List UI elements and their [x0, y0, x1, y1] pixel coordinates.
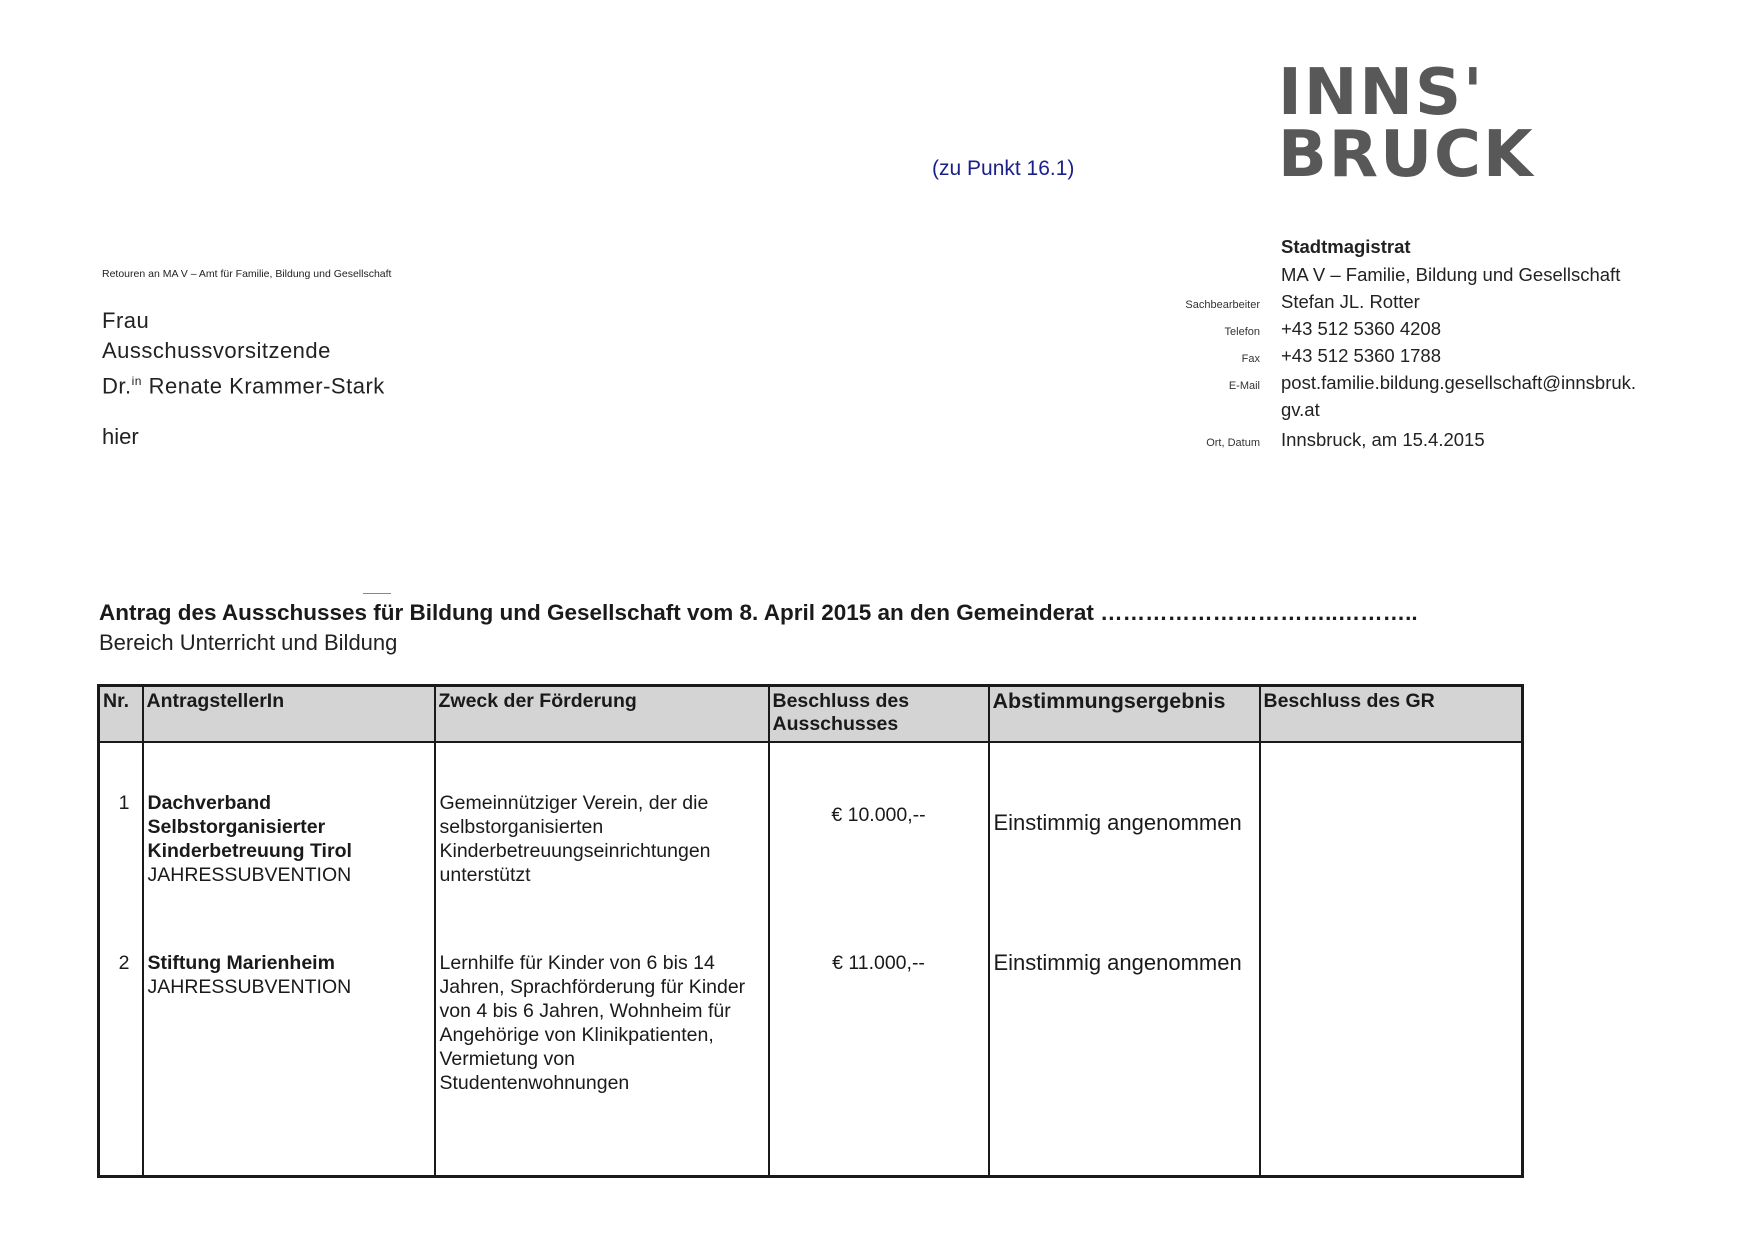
recipient-salutation: Frau	[102, 308, 150, 333]
result-value: Einstimmig angenommen	[993, 810, 1242, 835]
logo-line-1: INNS'	[1278, 56, 1485, 130]
row-result: Einstimmig angenommen	[989, 937, 1260, 1177]
sender-label-fax: Fax	[1241, 353, 1260, 365]
row-purpose: Gemeinnütziger Verein, der die selbstorganisierten Kinderbetreuungseinrichtungen unterstützt	[435, 742, 769, 937]
sender-fax: +43 512 5360 1788	[1281, 345, 1441, 366]
header-gr-decision: Beschluss des GR	[1260, 686, 1523, 743]
row-nr: 1	[99, 742, 143, 937]
sender-label-date: Ort, Datum	[1206, 437, 1260, 449]
sender-label-handler: Sachbearbeiter	[1185, 299, 1260, 311]
header-nr: Nr.	[99, 686, 143, 743]
table-row	[99, 742, 1523, 937]
recipient-role: Ausschussvorsitzende	[102, 338, 331, 363]
sender-department: MA V – Familie, Bildung und Gesellschaft	[1281, 264, 1621, 285]
recipient-title-prefix: Dr.	[102, 373, 132, 399]
row-amount: € 11.000,--	[769, 937, 989, 1177]
sender-label-email: E-Mail	[1228, 380, 1260, 392]
agenda-reference: (zu Punkt 16.1)	[932, 157, 1075, 180]
row-amount	[769, 742, 989, 937]
row-gr-decision	[1260, 742, 1523, 937]
applicant-type: JAHRESSUBVENTION	[147, 976, 352, 998]
applicant-name: Dachverband Selbstorganisierter Kinderbetreuung Tirol	[147, 792, 352, 862]
table-header-row	[99, 686, 1523, 743]
table-row	[99, 937, 1523, 1177]
row-purpose: Lernhilfe für Kinder von 6 bis 14 Jahren, Sprachförderung für Kinder von 4 bis 6 Jahren, Wohnheim für Angehörige von Klinikpatienten, Vermietung von Studentenwohnungen	[435, 937, 769, 1177]
request-table	[97, 684, 1524, 1178]
sender-handler: Stefan JL. Rotter	[1281, 291, 1420, 312]
applicant-name: Stiftung Marienheim	[147, 952, 335, 974]
recipient-name: Renate Krammer-Stark	[148, 373, 385, 399]
header-committee-decision: Beschluss des Ausschusses	[769, 686, 989, 743]
row-applicant	[143, 937, 435, 1177]
header-purpose: Zweck der Förderung	[435, 686, 769, 743]
mark-line	[363, 593, 391, 594]
return-address-line: Retouren an MA V – Amt für Familie, Bildung und Gesellschaft	[102, 268, 392, 280]
sender-phone: +43 512 5360 4208	[1281, 318, 1441, 339]
sender-org: Stadtmagistrat	[1281, 236, 1411, 257]
recipient-address	[102, 306, 385, 401]
document-subtitle: Bereich Unterricht und Bildung	[99, 630, 398, 655]
header-vote-result: Abstimmungsergebnis	[989, 686, 1260, 743]
header-applicant: AntragstellerIn	[143, 686, 435, 743]
innsbruck-logo	[1278, 56, 1535, 192]
row-nr: 2	[99, 937, 143, 1177]
amount-value: € 10.000,--	[831, 804, 926, 826]
logo-line-2: BRUCK	[1278, 118, 1535, 192]
row-applicant	[143, 742, 435, 937]
sender-date: Innsbruck, am 15.4.2015	[1281, 429, 1485, 450]
row-gr-decision	[1260, 937, 1523, 1177]
recipient-location: hier	[102, 424, 139, 449]
sender-label-phone: Telefon	[1224, 326, 1260, 338]
recipient-name-line	[102, 366, 385, 401]
document-title: Antrag des Ausschusses für Bildung und Gesellschaft vom 8. April 2015 an den Gemeinderat …………………………..………..	[99, 600, 1418, 625]
applicant-type: JAHRESSUBVENTION	[147, 864, 352, 886]
row-result	[989, 742, 1260, 937]
recipient-title-sup: in	[131, 374, 142, 388]
sender-email: post.familie.bildung.gesellschaft@innsbruk.	[1281, 372, 1637, 393]
sender-email-cont: gv.at	[1281, 399, 1320, 420]
